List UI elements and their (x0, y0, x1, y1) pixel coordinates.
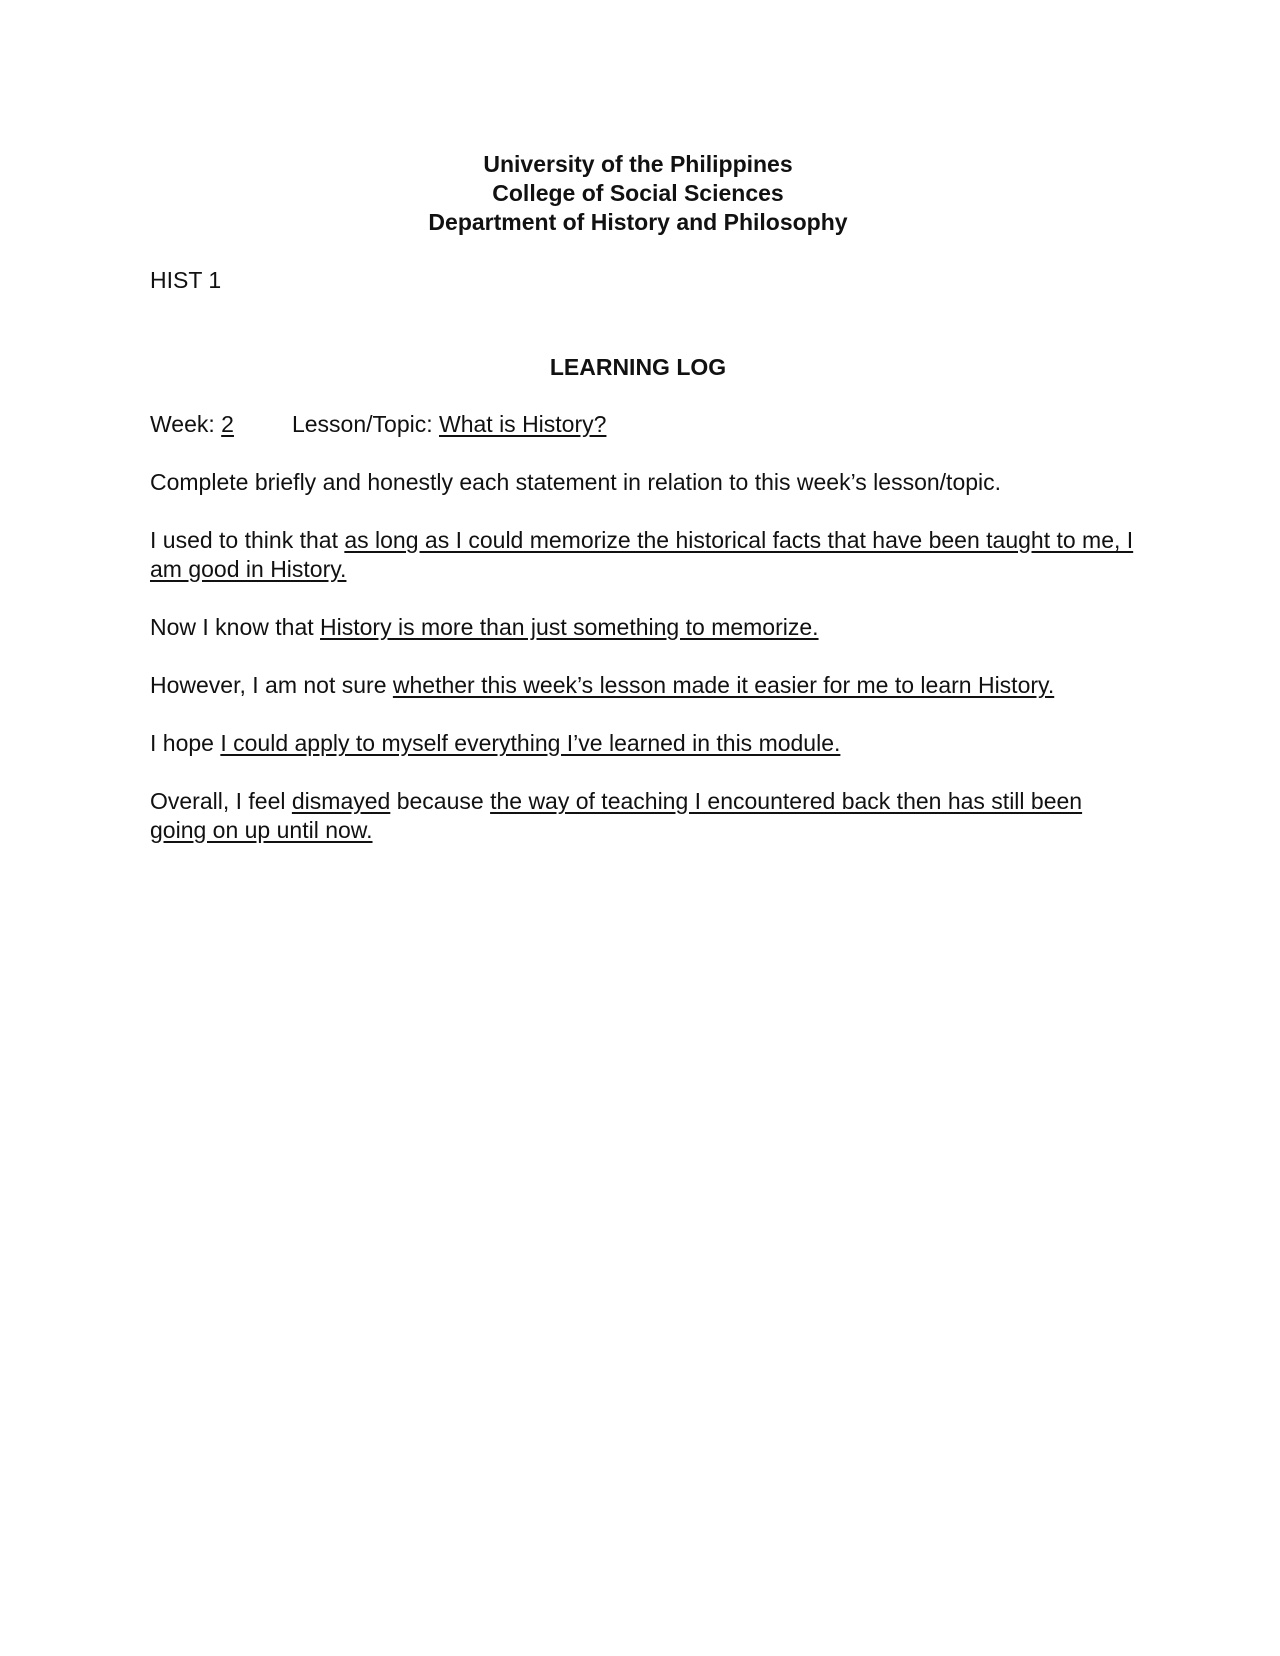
statement-now-i-know (150, 613, 1134, 642)
topic-label: Lesson/Topic: (291, 411, 433, 437)
statement-prompt: Now I know that (150, 614, 314, 640)
course-code: HIST 1 (150, 267, 222, 293)
statement-answer: I could apply to myself everything I’ve learned in this module. (220, 730, 841, 756)
statement-answer: the way of teaching I encountered back then has still been going on up until now. (150, 788, 1083, 843)
statement-used-to-think (150, 526, 1134, 584)
statement-overall (150, 787, 1134, 845)
topic-value: What is History? (439, 411, 607, 437)
week-value: 2 (221, 411, 234, 437)
statement-prompt: I hope (150, 730, 214, 756)
instruction: Complete briefly and honestly each statement in relation to this week’s lesson/topic. (150, 469, 1002, 495)
feeling-answer: dismayed (291, 788, 391, 814)
page-title: LEARNING LOG (549, 354, 727, 380)
week-topic-line (150, 410, 1134, 439)
statement-answer: whether this week’s lesson made it easier for me to learn History. (392, 672, 1055, 698)
statement-not-sure (150, 671, 1134, 700)
week-label: Week: (150, 411, 215, 437)
statement-i-hope (150, 729, 1134, 758)
statement-prompt: I used to think that (150, 527, 338, 553)
because-word: because (396, 788, 484, 814)
statement-answer: History is more than just something to memorize. (320, 614, 819, 640)
statement-prompt: Overall, I feel (150, 788, 286, 814)
statement-prompt: However, I am not sure (150, 672, 387, 698)
department-name: Department of History and Philosophy (428, 209, 848, 235)
letterhead (150, 150, 1126, 237)
university-name: University of the Philippines (483, 151, 793, 177)
statement-answer: as long as I could memorize the historical facts that have been taught to me, I am good in History. (150, 527, 1134, 582)
college-name: College of Social Sciences (492, 180, 784, 206)
